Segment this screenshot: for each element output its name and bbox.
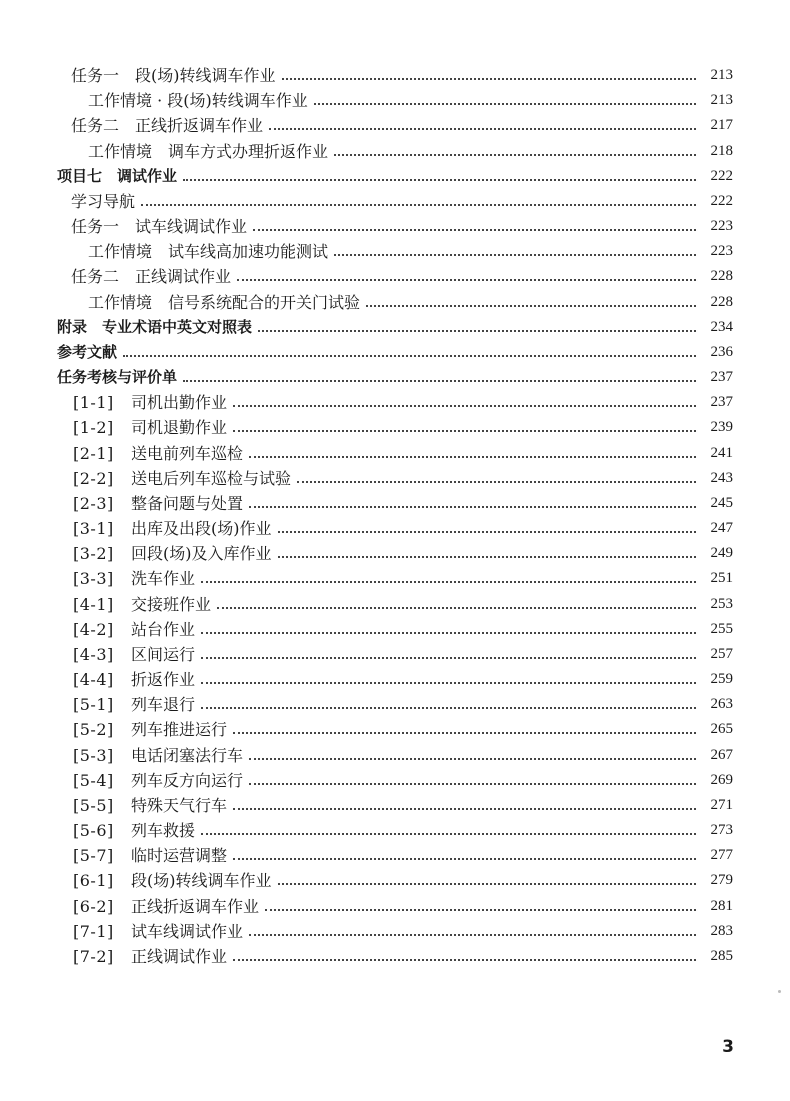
toc-entry-label: 出库及出段(场)作业 <box>131 519 272 539</box>
toc-entry-label: 临时运营调整 <box>131 846 228 866</box>
toc-leader-dots <box>201 558 696 583</box>
toc-entry-code: [7-2] <box>73 946 114 966</box>
toc-leader-dots <box>314 80 696 105</box>
toc-entry-page: 285 <box>710 947 733 964</box>
toc-entry-title <box>73 843 227 868</box>
toc-entry-page: 269 <box>710 771 733 788</box>
toc-entry-page: 267 <box>710 746 733 763</box>
toc-leader-dots <box>217 584 696 609</box>
toc-entry-title <box>73 415 227 440</box>
toc-entry-page: 243 <box>710 469 733 486</box>
toc-leader-dots <box>237 256 696 281</box>
toc-entry-page: 217 <box>710 117 733 134</box>
toc-entry-code: [5-7] <box>73 846 114 866</box>
toc-entry-page: 223 <box>710 243 733 260</box>
toc-entry-title <box>73 667 195 692</box>
toc-entry-title: 工作情境 调车方式办理折返作业 <box>88 141 329 161</box>
toc-leader-dots <box>201 609 696 634</box>
toc-entry-label: 司机出勤作业 <box>131 393 228 413</box>
toc-entry-title <box>73 592 211 617</box>
toc-entry-title <box>73 818 195 843</box>
toc-entry-title <box>73 642 195 667</box>
toc-entry-code: [5-1] <box>73 695 114 715</box>
toc-entry-code: [1-2] <box>73 418 114 438</box>
toc-leader-dots <box>249 911 696 936</box>
toc-entry-page: 271 <box>710 796 733 813</box>
toc-entry-page: 239 <box>710 419 733 436</box>
toc-entry-page: 228 <box>710 293 733 310</box>
toc-leader-dots <box>269 105 696 130</box>
toc-entry-label: 电话闭塞法行车 <box>131 745 244 765</box>
toc-leader-dots <box>123 332 696 357</box>
toc-entry-code: [5-2] <box>73 720 114 740</box>
toc-entry-page: 237 <box>710 394 733 411</box>
toc-entry-page: 257 <box>710 645 733 662</box>
toc-entry-code: [2-3] <box>73 493 114 513</box>
toc-entry-code: [6-1] <box>73 871 114 891</box>
toc-leader-dots <box>201 810 696 835</box>
toc-entry <box>0 944 790 969</box>
toc-entry-page: 237 <box>710 369 733 386</box>
toc-leader-dots <box>278 860 696 885</box>
toc-entry-title <box>73 566 195 591</box>
toc-entry-label: 特殊天气行车 <box>131 795 228 815</box>
toc-entry-label: 回段(场)及入库作业 <box>131 544 272 564</box>
toc-leader-dots <box>278 533 696 558</box>
toc-leader-dots <box>249 760 696 785</box>
toc-entry-page: 241 <box>710 444 733 461</box>
toc-entry-page: 255 <box>710 620 733 637</box>
toc-entry-page: 213 <box>710 92 733 109</box>
toc-entry-page: 283 <box>710 922 733 939</box>
toc-entry-code: [4-1] <box>73 594 114 614</box>
toc-entry-label: 列车推进运行 <box>131 720 228 740</box>
toc-entry-page: 222 <box>710 192 733 209</box>
toc-entry-code: [5-5] <box>73 795 114 815</box>
toc-entry-title: 项目七 调试作业 <box>57 166 178 185</box>
toc-entry-title <box>73 743 243 768</box>
toc-entry-title: 任务二 正线调试作业 <box>71 267 232 287</box>
toc-leader-dots <box>366 282 696 307</box>
toc-entry-code: [3-2] <box>73 544 114 564</box>
toc-entry-code: [3-1] <box>73 519 114 539</box>
page-number: 3 <box>722 1037 734 1057</box>
toc-leader-dots <box>278 508 696 533</box>
scan-mark <box>778 990 781 993</box>
toc-leader-dots <box>253 206 696 231</box>
toc-entry-title: 任务一 段(场)转线调车作业 <box>71 66 276 85</box>
toc-entry-page: 273 <box>710 822 733 839</box>
toc-entry-page: 265 <box>710 721 733 738</box>
toc-entry-label: 送电前列车巡检 <box>131 443 244 463</box>
toc-entry-code: [4-4] <box>73 670 114 690</box>
toc-entry-title <box>73 919 243 944</box>
toc-entry-page: 228 <box>710 268 733 285</box>
toc-leader-dots <box>334 231 696 256</box>
toc-entry-label: 折返作业 <box>131 670 196 690</box>
toc-entry-code: [4-2] <box>73 619 114 639</box>
toc-leader-dots <box>233 785 696 810</box>
toc-leader-dots <box>233 382 696 407</box>
toc-entry-title: 参考文献 <box>57 342 118 361</box>
toc-leader-dots <box>249 433 696 458</box>
toc-entry-title <box>73 617 195 642</box>
toc-entry-label: 区间运行 <box>131 644 196 664</box>
toc-entry-title <box>73 944 227 969</box>
toc-entry-title <box>73 768 243 793</box>
toc-entry-label: 司机退勤作业 <box>131 418 228 438</box>
toc-entry-code: [5-6] <box>73 821 114 841</box>
toc-leader-dots <box>258 307 696 332</box>
toc-leader-dots <box>233 936 696 961</box>
toc-entry-page: 253 <box>710 595 733 612</box>
toc-entry-title: 学习导航 <box>71 191 136 211</box>
toc-entry-page: 222 <box>710 167 733 184</box>
toc-entry-title <box>73 390 227 415</box>
toc-entry-page: 223 <box>710 218 733 235</box>
toc-entry-page: 234 <box>710 318 733 335</box>
toc-entry-page: 263 <box>710 696 733 713</box>
toc-entry-code: [2-2] <box>73 468 114 488</box>
toc-entry-code: [6-2] <box>73 896 114 916</box>
toc-entry-page: 218 <box>710 142 733 159</box>
toc-entry-title: 任务二 正线折返调车作业 <box>71 116 264 136</box>
toc-leader-dots <box>141 181 696 206</box>
toc-entry-page: 236 <box>710 343 733 360</box>
toc-entry-title <box>73 441 243 466</box>
toc-entry-page: 245 <box>710 494 733 511</box>
toc-entry-title <box>73 516 272 541</box>
toc-entry-label: 列车救援 <box>131 821 196 841</box>
toc-entry-label: 整备问题与处置 <box>131 493 244 513</box>
toc-entry-code: [4-3] <box>73 644 114 664</box>
toc-entry-title <box>73 868 272 893</box>
toc-entry-title <box>73 717 227 742</box>
toc-entry-title <box>73 491 243 516</box>
toc-leader-dots <box>265 886 696 911</box>
toc-entry-code: [5-4] <box>73 770 114 790</box>
toc-entry-code: [2-1] <box>73 443 114 463</box>
toc-entry-page: 279 <box>710 872 733 889</box>
toc-leader-dots <box>183 156 696 181</box>
toc-leader-dots <box>183 357 696 382</box>
toc-leader-dots <box>201 684 696 709</box>
toc-entry-page: 251 <box>710 570 733 587</box>
toc-entry-label: 列车反方向运行 <box>131 770 244 790</box>
toc-entry-page: 281 <box>710 897 733 914</box>
toc-entry-label: 站台作业 <box>131 619 196 639</box>
toc-entry-title: 任务一 试车线调试作业 <box>71 217 248 237</box>
toc-entry-code: [7-1] <box>73 921 114 941</box>
toc-entry-title: 工作情境 · 段(场)转线调车作业 <box>88 91 308 111</box>
toc-entry-code: [3-3] <box>73 569 114 589</box>
toc-entry-label: 洗车作业 <box>131 569 196 589</box>
toc-entry-label: 段(场)转线调车作业 <box>131 871 272 891</box>
toc-entry-page: 249 <box>710 545 733 562</box>
toc-entry-page: 247 <box>710 520 733 537</box>
toc-entry-label: 交接班作业 <box>131 594 212 614</box>
toc-leader-dots <box>249 483 696 508</box>
toc-entry-title <box>73 692 195 717</box>
toc-entry-title: 工作情境 信号系统配合的开关门试验 <box>88 292 361 312</box>
toc-entry-title: 任务考核与评价单 <box>57 368 178 387</box>
toc-leader-dots <box>233 835 696 860</box>
toc-leader-dots <box>297 458 696 483</box>
toc-entry-code: [1-1] <box>73 393 114 413</box>
toc-entry-label: 试车线调试作业 <box>131 921 244 941</box>
toc-leader-dots <box>249 735 696 760</box>
toc-entry-title <box>73 894 259 919</box>
toc-leader-dots <box>201 659 696 684</box>
toc-entry-label: 正线调试作业 <box>131 946 228 966</box>
toc-entry-code: [5-3] <box>73 745 114 765</box>
toc-entry-page: 213 <box>710 67 733 83</box>
toc-leader-dots <box>201 634 696 659</box>
toc-entry-label: 正线折返调车作业 <box>131 896 260 916</box>
toc-leader-dots <box>233 407 696 432</box>
toc-entry-page: 259 <box>710 671 733 688</box>
toc-leader-dots <box>334 131 696 156</box>
toc-entry-page: 277 <box>710 847 733 864</box>
toc-entry-title: 附录 专业术语中英文对照表 <box>57 317 253 336</box>
toc-leader-dots <box>282 55 696 80</box>
toc-entry-title: 工作情境 试车线高加速功能测试 <box>88 242 329 262</box>
toc-leader-dots <box>233 709 696 734</box>
toc-entry-label: 列车退行 <box>131 695 196 715</box>
toc-entry-label: 送电后列车巡检与试验 <box>131 468 292 488</box>
